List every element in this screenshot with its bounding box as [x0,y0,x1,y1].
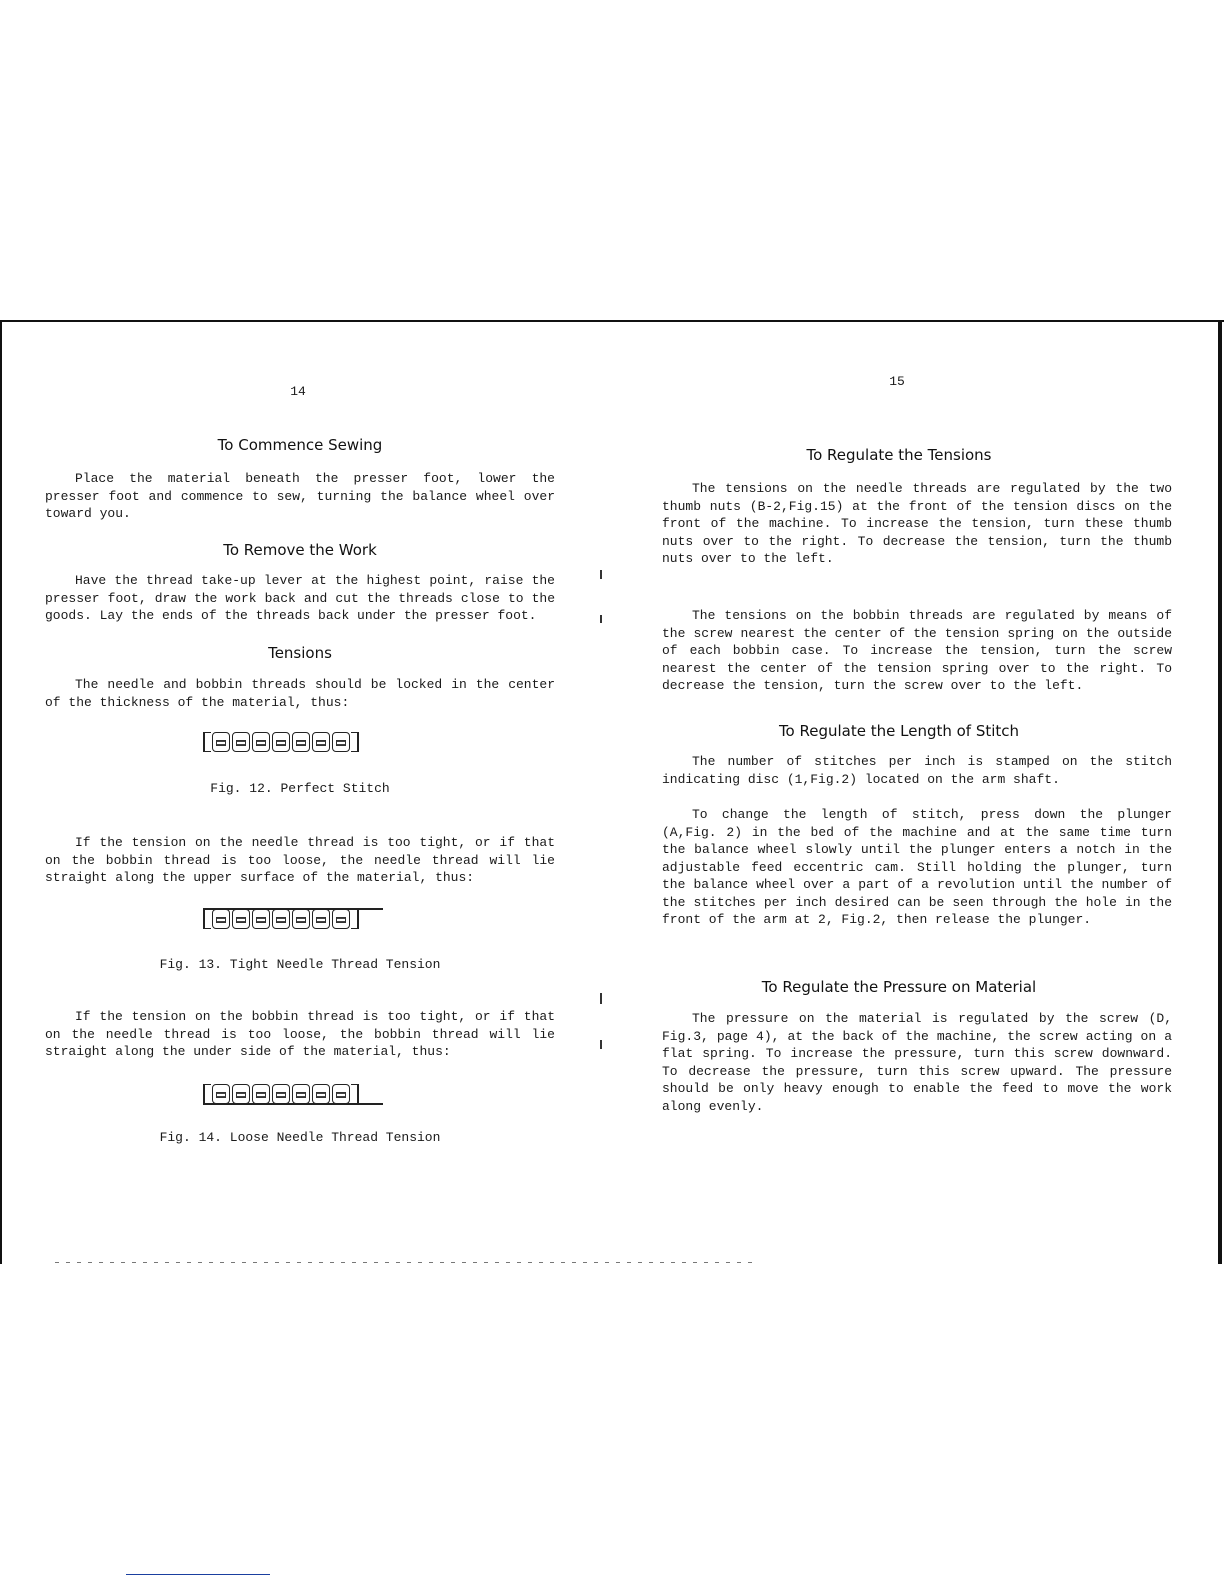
gutter-mark [600,570,602,579]
paragraph: The tensions on the needle threads are regulated by the two thumb nuts (B-2,Fig.15) at the front of the tension discs on the front of the machine. To increase the tension, turn these thumb nuts over to the right. To decrease the tension, turn the thumb nuts over to the left. [662,481,1172,566]
paragraph: If the tension on the bobbin thread is too tight, or if that on the needle thread is too loose, the bobbin thread will lie straight along the under side of the material, thus: [45,1009,555,1059]
spread-right-border [1218,320,1222,1264]
section-heading: To Regulate the Tensions [806,446,992,464]
figure-caption: Fig. 13. Tight Needle Thread Tension [159,957,441,972]
loose-needle-thread-illustration [203,1080,383,1108]
paragraph: To change the length of stitch, press down the plunger (A,Fig. 2) in the bed of the machine and at the same time turn the balance wheel slowly until the plunger enters a notch in the adjustable feed eccentric cam. Still holding the plunger, turn the balance wheel over a part of a revolution until the number of the stitches per inch desired can be seen through the hole in the front of the arm at 2, Fig.2, then release the plunger. [662,807,1172,927]
paragraph: Place the material beneath the presser foot, lower the presser foot and commence to sew, turning the balance wheel over toward you. [45,471,555,521]
perfect-stitch-illustration [203,728,383,756]
paragraph: The tensions on the bobbin threads are regulated by means of the screw nearest the center of the tension spring on the outside of each bobbin case. To increase the tension, turn the screw nearest the center of the tension spring over to the right. To decrease the tension, turn the screw over to the left. [662,608,1172,693]
gutter-mark [600,1040,602,1049]
page-number: 14 [290,384,306,399]
tight-needle-thread-illustration [203,905,383,933]
section-heading: Tensions [268,644,332,662]
spread-bottom-edge [55,1262,755,1263]
page-number: 15 [889,374,905,389]
paragraph: If the tension on the needle thread is too tight, or if that on the bobbin thread is too loose, the needle thread will lie straight along the upper surface of the material, thus: [45,835,555,885]
footer-link-underline [126,1574,270,1575]
section-heading: To Regulate the Length of Stitch [778,722,1020,740]
gutter-mark [600,993,602,1004]
paragraph: The number of stitches per inch is stamped on the stitch indicating disc (1,Fig.2) located on the arm shaft. [662,754,1172,787]
section-heading: To Remove the Work [223,541,377,559]
figure-caption: Fig. 14. Loose Needle Thread Tension [159,1130,441,1145]
spread-left-border [0,320,2,1264]
gutter-mark [600,615,602,623]
paragraph: The needle and bobbin threads should be locked in the center of the thickness of the material, thus: [45,677,555,710]
paragraph: Have the thread take-up lever at the highest point, raise the presser foot, draw the work back and cut the threads close to the goods. Lay the ends of the threads back under the presser foot. [45,573,555,623]
paragraph: The pressure on the material is regulated by the screw (D, Fig.3, page 4), at the back of the machine, the screw acting on a flat spring. To increase the pressure, turn this screw downward. To decrease the pressure, turn this screw upward. The pressure should be only heavy enough to enable the feed to move the work along evenly. [662,1011,1172,1114]
section-heading: To Regulate the Pressure on Material [761,978,1037,996]
figure-caption: Fig. 12. Perfect Stitch [210,781,390,796]
section-heading: To Commence Sewing [217,436,383,454]
spread-top-border [0,320,1224,322]
